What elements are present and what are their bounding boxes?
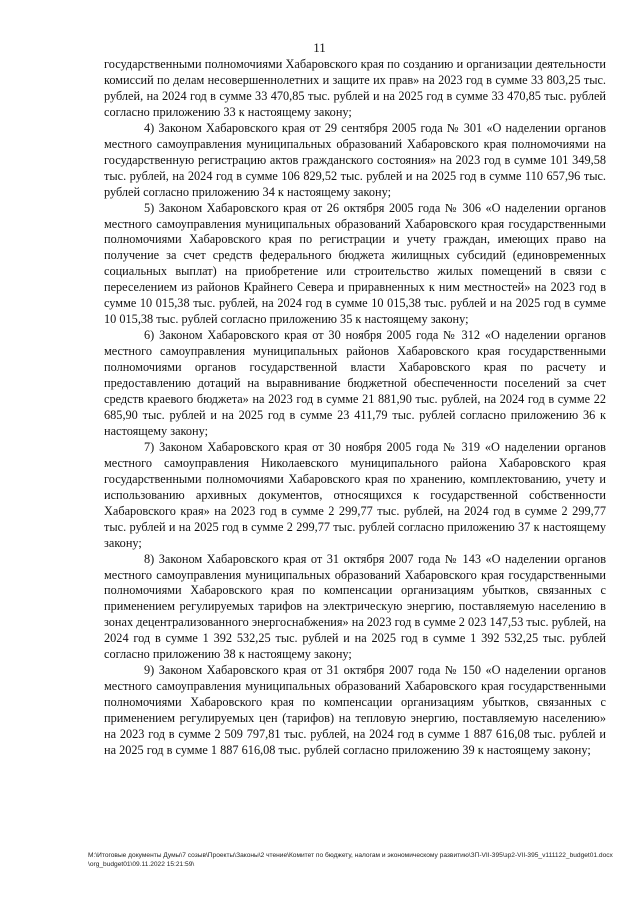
- file-path-footer: M:\Итоговые документы Думы\7 созыв\Проекты\Законы\2 чтение\Комитет по бюджету, налогам и экономическому развитию\ЗП-VII-395\зр2-VII-395_v111122_budget01.docx\org_budget01\09.11.2022 15:21:59\: [88, 852, 613, 868]
- paragraph-item-5: 5) Законом Хабаровского края от 26 октября 2005 года № 306 «О наделении органов местного самоуправления муниципальных образований Хабаровского края государственными полномочиями Хабаровского края по регистрации и учету граждан, имеющих право на получение за счет средств федерального бюджета жилищных субсидий (единовременных социальных выплат) на приобретение или строительство жилых помещений в связи с переселением из районов Крайнего Севера и приравненных к ним местностей» на 2023 год в сумме 10 015,38 тыс. рублей, на 2024 год в сумме 10 015,38 тыс. рублей и на 2025 год в сумме 10 015,38 тыс. рублей согласно приложению 35 к настоящему закону;: [104, 200, 606, 327]
- page-number: 11: [313, 40, 326, 55]
- paragraph-item-9: 9) Законом Хабаровского края от 31 октября 2007 года № 150 «О наделении органов местного самоуправления муниципальных образований Хабаровского края государственными полномочиями Хабаровского края по компенсации организациям убытков, связанных с применением регулируемых цен (тарифов) на тепловую энергию, поставляемую населению» на 2023 год в сумме 2 509 797,81 тыс. рублей, на 2024 год в сумме 1 887 616,08 тыс. рублей и на 2025 год в сумме 1 887 616,08 тыс. рублей согласно приложению 39 к настоящему закону;: [104, 663, 606, 757]
- paragraph-continuation: государственными полномочиями Хабаровского края по созданию и организации деятельности комиссий по делам несовершеннолетних и защите их прав» на 2023 год в сумме 33 803,25 тыс. рублей, на 2024 год в сумме 33 470,85 тыс. рублей и на 2025 год в сумме 33 470,85 тыс. рублей согласно приложению 33 к настоящему закону;: [104, 57, 606, 119]
- paragraph-item-4: 4) Законом Хабаровского края от 29 сентября 2005 года № 301 «О наделении органов местного самоуправления муниципальных образований Хабаровского края полномочиями на государственную регистрацию актов гражданского состояния» на 2023 год в сумме 101 349,58 тыс. рублей, на 2024 год в сумме 106 829,52 тыс. рублей и на 2025 год в сумме 110 657,96 тыс. рублей согласно приложению 34 к настоящему закону;: [104, 120, 606, 199]
- paragraph-item-7: 7) Законом Хабаровского края от 30 ноября 2005 года № 319 «О наделении органов местного самоуправления Николаевского муниципального района Хабаровского края государственными полномочиями Хабаровского края по хранению, комплектованию, учету и использованию архивных документов, относящихся к государственной собственности Хабаровского края» на 2023 год в сумме 2 299,77 тыс. рублей, на 2024 год в сумме 2 299,77 тыс. рублей и на 2025 год в сумме 2 299,77 тыс. рублей согласно приложению 37 к настоящему закону;: [104, 439, 606, 550]
- document-body: [104, 57, 606, 759]
- paragraph-item-6: 6) Законом Хабаровского края от 30 ноября 2005 года № 312 «О наделении органов местного самоуправления муниципальных районов Хабаровского края государственными полномочиями органов государственной власти Хабаровского края по расчету и предоставлению дотаций на выравнивание бюджетной обеспеченности поселений за счет средств краевого бюджета» на 2023 год в сумме 21 881,90 тыс. рублей, на 2024 год в сумме 22 685,90 тыс. рублей и на 2025 год в сумме 23 411,79 тыс. рублей согласно приложению 36 к настоящему закону;: [104, 328, 606, 438]
- paragraph-item-8: 8) Законом Хабаровского края от 31 октября 2007 года № 143 «О наделении органов местного самоуправления муниципальных образований Хабаровского края государственными полномочиями Хабаровского края по компенсации организациям убытков, связанных с применением регулируемых тарифов на электрическую энергию, поставляемую населению в зонах децентрализованного энергоснабжения» на 2023 год в сумме 2 023 147,53 тыс. рублей, на 2024 год в сумме 1 392 532,25 тыс. рублей и на 2025 год в сумме 1 392 532,25 тыс. рублей согласно приложению 38 к настоящему закону;: [104, 551, 606, 662]
